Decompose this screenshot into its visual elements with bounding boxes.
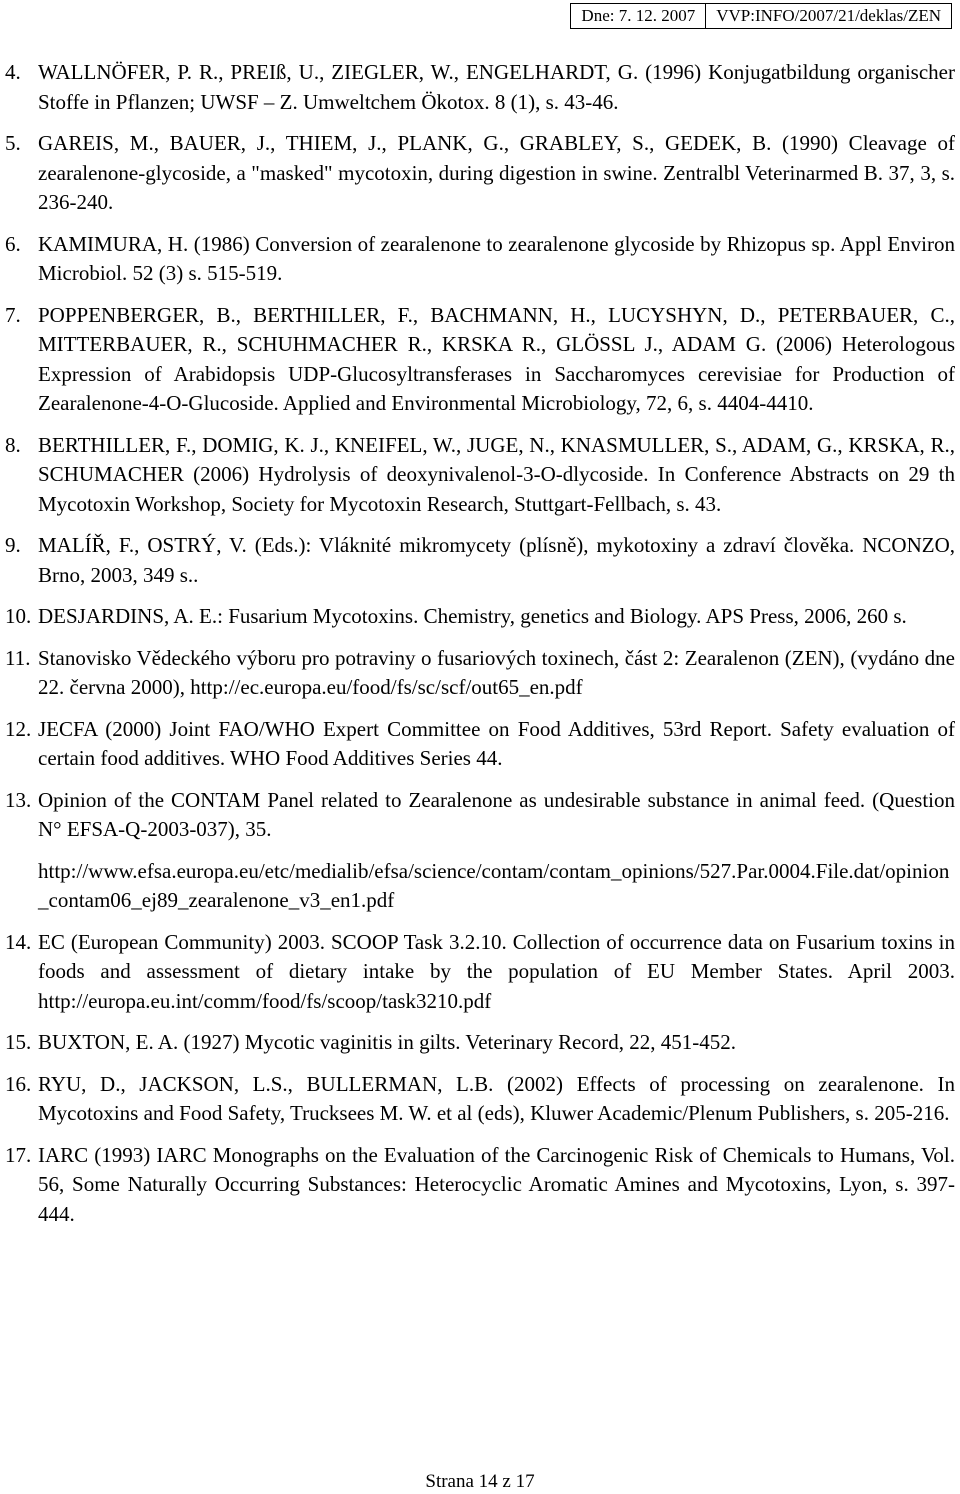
page-number: Strana 14 z 17 bbox=[425, 1471, 535, 1492]
reference-number: 11. bbox=[5, 645, 31, 670]
reference-item bbox=[5, 129, 955, 218]
reference-text: BERTHILLER, F., DOMIG, K. J., KNEIFEL, W., JUGE, N., KNASMULLER, S., ADAM, G., KRSKA, R., SCHUMACHER (2006) Hydrolysis of deoxynivalenol-3-O-dlycoside. In Conference Abstracts on 29 th Mycotoxin Workshop, Society for Mycotoxin Research, Stuttgart-Fellbach, s. 43. bbox=[38, 432, 955, 516]
reference-item bbox=[5, 602, 955, 632]
reference-item bbox=[5, 928, 955, 1017]
reference-item bbox=[5, 431, 955, 520]
reference-item bbox=[5, 531, 955, 590]
reference-text: RYU, D., JACKSON, L.S., BULLERMAN, L.B. (2002) Effects of processing on zearalenone. In Mycotoxins and Food Safety, Trucksees M. W. et al (eds), Kluwer Academic/Plenum Publishers, s. 205-216. bbox=[38, 1071, 955, 1125]
reference-text: MALÍŘ, F., OSTRÝ, V. (Eds.): Vláknité mikromycety (plísně), mykotoxiny a zdraví člověka. NCONZO, Brno, 2003, 349 s.. bbox=[38, 533, 955, 587]
reference-number: 14. bbox=[5, 929, 32, 954]
reference-number: 12. bbox=[5, 716, 32, 741]
reference-text: POPPENBERGER, B., BERTHILLER, F., BACHMANN, H., LUCYSHYN, D., PETERBAUER, C., MITTERBAUER, R., SCHUHMACHER R., KRSKA R., GLÖSSL J., ADAM G. (2006) Heterologous Expression of Arabidopsis UDP-Glucosyltransferases in Saccharomyces cerevisiae for Production of Zearalenone-4-O-Glucoside. Applied and Environmental Microbiology, 72, 6, s. 4404-4410. bbox=[38, 302, 955, 415]
reference-list bbox=[5, 58, 955, 1241]
reference-item bbox=[5, 715, 955, 774]
reference-text: Stanovisko Vědeckého výboru pro potraviny o fusariových toxinech, část 2: Zearalenon (ZEN), (vydáno dne 22. června 2000), http://ec.europa.eu/food/fs/sc/scf/out65_en.pdf bbox=[38, 645, 955, 699]
header-reference: VVP:INFO/2007/21/deklas/ZEN bbox=[716, 6, 941, 25]
reference-text: KAMIMURA, H. (1986) Conversion of zearalenone to zearalenone glycoside by Rhizopus sp. Appl Environ Microbiol. 52 (3) s. 515-519. bbox=[38, 231, 955, 285]
reference-number: 8. bbox=[5, 432, 21, 457]
document-header bbox=[570, 3, 952, 29]
reference-number: 13. bbox=[5, 787, 32, 812]
reference-number: 7. bbox=[5, 302, 21, 327]
reference-number bbox=[5, 857, 38, 916]
header-date: Dne: 7. 12. 2007 bbox=[571, 4, 706, 28]
reference-number: 17. bbox=[5, 1142, 32, 1167]
reference-item bbox=[5, 1028, 955, 1058]
reference-item bbox=[5, 58, 955, 117]
reference-item bbox=[5, 644, 955, 703]
reference-number: 4. bbox=[5, 60, 21, 84]
reference-number: 9. bbox=[5, 533, 21, 557]
reference-item bbox=[5, 786, 955, 845]
reference-item bbox=[5, 1141, 955, 1230]
reference-number: 15. bbox=[5, 1030, 32, 1054]
reference-text: WALLNÖFER, P. R., PREIß, U., ZIEGLER, W., ENGELHARDT, G. (1996) Konjugatbildung organischer Stoffe in Pflanzen; UWSF – Z. Umweltchem Ökotox. 8 (1), s. 43-46. bbox=[38, 60, 955, 114]
reference-text: Opinion of the CONTAM Panel related to Zearalenone as undesirable substance in animal feed. (Question N° EFSA-Q-2003-037), 35. bbox=[38, 787, 955, 841]
reference-item bbox=[5, 1070, 955, 1129]
reference-text: DESJARDINS, A. E.: Fusarium Mycotoxins. Chemistry, genetics and Biology. APS Press, 2006, 260 s. bbox=[38, 604, 907, 628]
reference-item bbox=[5, 301, 955, 419]
reference-text: JECFA (2000) Joint FAO/WHO Expert Committee on Food Additives, 53rd Report. Safety evaluation of certain food additives. WHO Food Additives Series 44. bbox=[38, 716, 955, 770]
reference-text: BUXTON, E. A. (1927) Mycotic vaginitis in gilts. Veterinary Record, 22, 451-452. bbox=[38, 1030, 736, 1054]
reference-number: 5. bbox=[5, 131, 21, 155]
reference-number: 16. bbox=[5, 1071, 32, 1096]
reference-text: IARC (1993) IARC Monographs on the Evaluation of the Carcinogenic Risk of Chemicals to Humans, Vol. 56, Some Naturally Occurring Substances: Heterocyclic Aromatic Amines and Mycotoxins, Lyon, s. 397-444. bbox=[38, 1142, 955, 1226]
reference-url[interactable]: http://www.efsa.europa.eu/etc/medialib/efsa/science/contam/contam_opinions/527.Par.0004.File.dat/opinion_contam06_ej89_zearalenone_v3_en1.pdf bbox=[38, 858, 950, 912]
reference-number: 10. bbox=[5, 604, 32, 628]
reference-number: 6. bbox=[5, 231, 21, 256]
reference-url-item bbox=[5, 857, 955, 916]
reference-item bbox=[5, 230, 955, 289]
reference-text: EC (European Community) 2003. SCOOP Task 3.2.10. Collection of occurrence data on Fusarium toxins in foods and assessment of dietary intake by the population of EU Member States. April 2003. http://europa.eu.int/comm/food/fs/scoop/task3210.pdf bbox=[38, 929, 955, 1013]
reference-text: GAREIS, M., BAUER, J., THIEM, J., PLANK, G., GRABLEY, S., GEDEK, B. (1990) Cleavage of zearalenone-glycoside, a "masked" mycotoxin, during digestion in swine. Zentralbl Veterinarmed B. 37, 3, s. 236-240. bbox=[38, 131, 955, 214]
